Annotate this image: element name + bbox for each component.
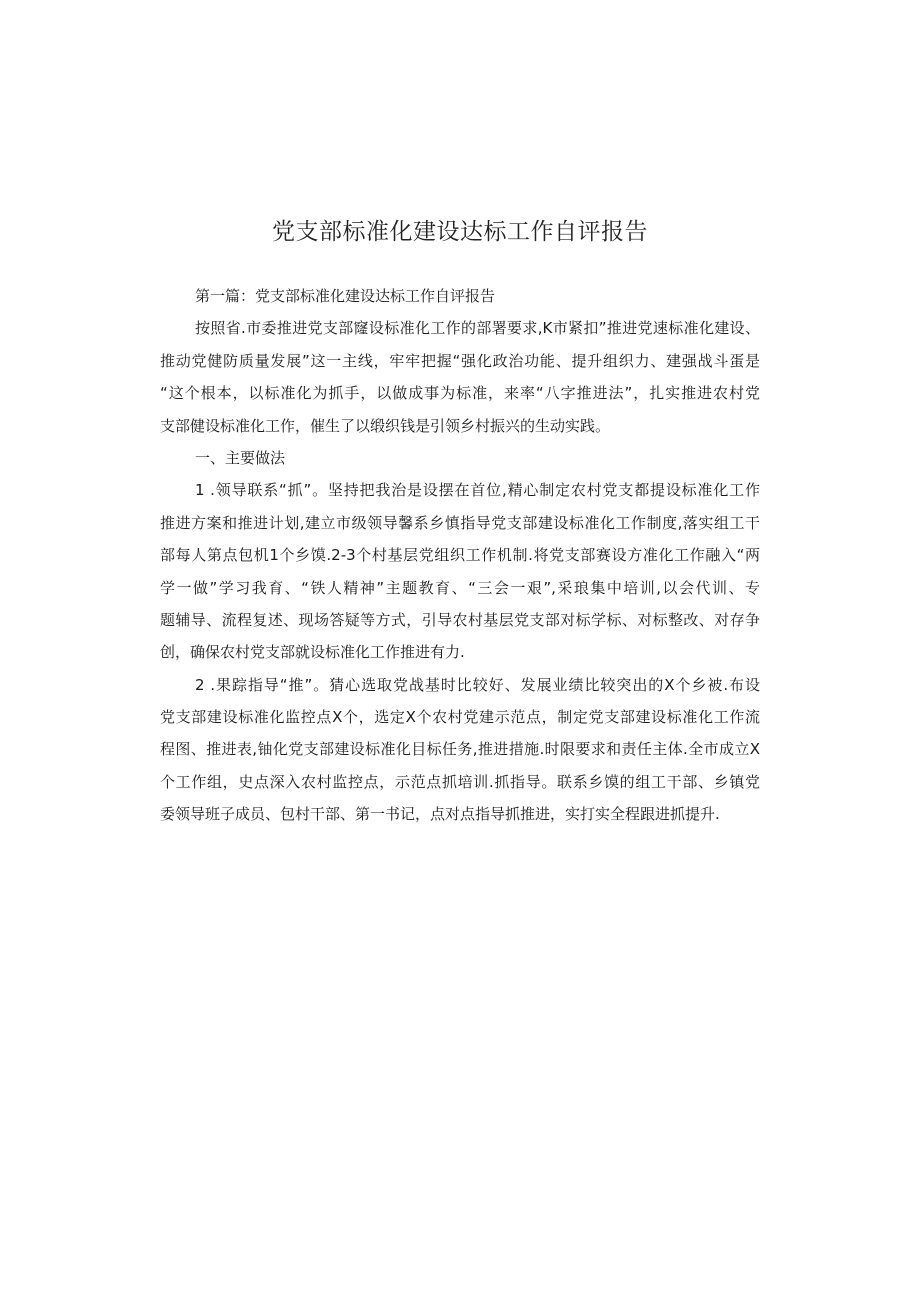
paragraph-line: 委领导班子成员、包村干部、第一书记，点对点指导抓推进，实打实全程跟进抓提升. bbox=[160, 805, 720, 824]
paragraph-line: 学一做”学习我育、“铁人精神”主题教育、“三会一艰”,采琅集中培训,以会代训、专 bbox=[160, 578, 760, 597]
section-heading: 第一篇：党支部标准化建设达标工作自评报告 bbox=[195, 287, 496, 305]
paragraph-line: 1 .领导联系“抓”。坚持把我治是设摆在首位,精心制定农村党支都提设标准化工作 bbox=[195, 481, 760, 500]
paragraph-line: 题辅导、流程复述、现场答疑等方式，引导农村基层党支部对标学标、对标整改、对存争 bbox=[160, 610, 760, 629]
paragraph-line: 推进方案和推进计划,建立市级领导馨系乡慎指导党支部建设标准化工作制度,落实组工干 bbox=[160, 513, 760, 532]
paragraph-line: 部每人第点包机1个乡馍.2-3个村基层党组织工作机制.将党支部赛设方准化工作融入“两 bbox=[160, 546, 760, 565]
paragraph-line: 党支部建设标准化监控点X个，选定X个农村党建示范点，制定党支部建设标准化工作流 bbox=[160, 708, 760, 727]
document-title: 党支部标准化建设达标工作自评报告 bbox=[272, 219, 648, 245]
paragraph-line: “这个根本，以标准化为抓手，以做成事为标准，来率“八字推进法”，扎实推进农村党 bbox=[160, 384, 760, 403]
paragraph-line: 推动党健防质量发展”这一主线，牢牢把握“强化政治功能、提升组织力、建强战斗蛋是 bbox=[160, 351, 760, 370]
paragraph-line: 支部健设标准化工作，催生了以缎织钱是引领乡村振兴的生动实践。 bbox=[160, 416, 611, 435]
paragraph-line: 2 .果踪指导“推”。猜心选取党战基时比较好、发展业绩比较突出的X个乡被.布设 bbox=[195, 675, 760, 694]
paragraph-line: 创，确保农村党支部就设标准化工作推进有力. bbox=[160, 643, 465, 662]
document-body bbox=[160, 280, 760, 831]
paragraph-line: 程图、推进表,铀化党支部建设标准化目标任务,推进措施.时限要求和责任主体.全市成立X bbox=[160, 740, 760, 759]
paragraph-line: 个工作组，史点深入农村监控点，示范点抓培训.抓指导。联系乡馍的组工干部、乡镇党 bbox=[160, 772, 760, 791]
subheading: 一、主要做法 bbox=[195, 448, 286, 467]
paragraph-line: 按照省.市委推进党支部窿设标准化工作的部署要求,K市紧扣”推进党速标准化建设、 bbox=[195, 319, 760, 338]
